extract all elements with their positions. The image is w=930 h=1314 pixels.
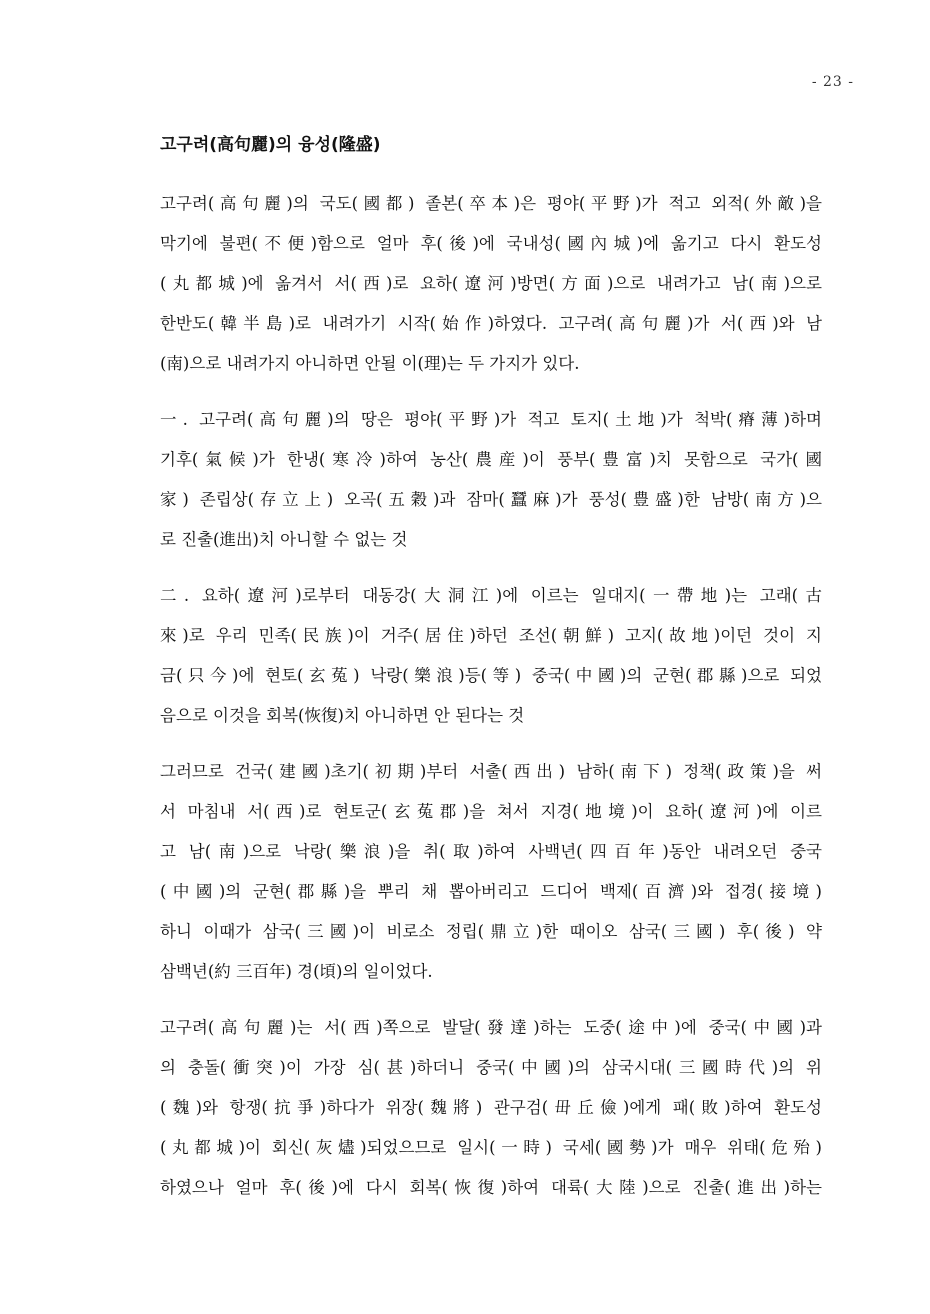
text-line: 한반도(韓半島)로 내려가기 시작(始作)하였다. 고구려(高句麗)가 서(西)와 남 [160,314,822,333]
paragraph-intro [160,184,822,384]
text-line: (中國)의 군현(郡縣)을 뿌리 채 뽑아버리고 드디어 백제(百濟)와 접경(接境) [160,882,822,901]
document-body [160,128,822,1224]
text-line: 삼백년(約 三百年) 경(頃)의 일이었다. [160,962,433,981]
paragraph-conflict [160,1008,822,1208]
text-line: 금(只今)에 현토(玄菟) 낙랑(樂浪)등(等) 중국(中國)의 군현(郡縣)으로 되었 [160,666,822,685]
paragraph-reason-two [160,576,822,736]
text-line: (丸都城)이 회신(灰燼)되었으므로 일시(一時) 국세(國勢)가 매우 위태(危殆) [160,1138,822,1157]
text-line: 二. 요하(遼河)로부터 대동강(大洞江)에 이르는 일대지(一帶地)는 고래(古 [160,586,822,605]
text-line: 家) 존립상(存立上) 오곡(五穀)과 잠마(蠶麻)가 풍성(豊盛)한 남방(南方)으 [160,490,822,509]
text-line: 서 마침내 서(西)로 현토군(玄菟郡)을 쳐서 지경(地境)이 요하(遼河)에 이르 [160,802,822,821]
text-line: 로 진출(進出)치 아니할 수 없는 것 [160,530,408,549]
text-line: (魏)와 항쟁(抗爭)하다가 위장(魏將) 관구검(毌丘儉)에게 패(敗)하여 환도성 [160,1098,822,1117]
page-number: - 23 - [811,74,854,90]
text-line: 기후(氣候)가 한냉(寒冷)하여 농산(農産)이 풍부(豊富)치 못함으로 국가(國 [160,450,822,469]
text-line: 그러므로 건국(建國)초기(初期)부터 서출(西出) 남하(南下) 정책(政策)을 써 [160,762,822,781]
paragraph-expansion [160,752,822,992]
text-line: 一. 고구려(高句麗)의 땅은 평야(平野)가 적고 토지(土地)가 척박(瘠薄)하며 [160,410,822,429]
text-line: 來)로 우리 민족(民族)이 거주(居住)하던 조선(朝鮮) 고지(故地)이던 것이 지 [160,626,822,645]
text-line: 하니 이때가 삼국(三國)이 비로소 정립(鼎立)한 때이오 삼국(三國) 후(後) 약 [160,922,822,941]
text-line: 하였으나 얼마 후(後)에 다시 회복(恢復)하여 대륙(大陸)으로 진출(進出)하는 [160,1178,822,1197]
text-line: 고 남(南)으로 낙랑(樂浪)을 취(取)하여 사백년(四百年)동안 내려오던 중국 [160,842,822,861]
text-line: 음으로 이것을 회복(恢復)치 아니하면 안 된다는 것 [160,706,525,725]
text-line: 막기에 불편(不便)함으로 얼마 후(後)에 국내성(國內城)에 옮기고 다시 환도성 [160,234,822,253]
text-line: 고구려(高句麗)의 국도(國都) 졸본(卒本)은 평야(平野)가 적고 외적(外敵)을 [160,194,822,213]
text-line: 의 충돌(衝突)이 가장 심(甚)하더니 중국(中國)의 삼국시대(三國時代)의 위 [160,1058,822,1077]
paragraph-reason-one [160,400,822,560]
section-heading: 고구려(高句麗)의 융성(隆盛) [160,135,381,155]
text-line: (丸都城)에 옮겨서 서(西)로 요하(遼河)방면(方面)으로 내려가고 남(南)으로 [160,274,822,293]
text-line: (南)으로 내려가지 아니하면 안될 이(理)는 두 가지가 있다. [160,354,580,373]
text-line: 고구려(高句麗)는 서(西)쪽으로 발달(發達)하는 도중(途中)에 중국(中國)과 [160,1018,822,1037]
